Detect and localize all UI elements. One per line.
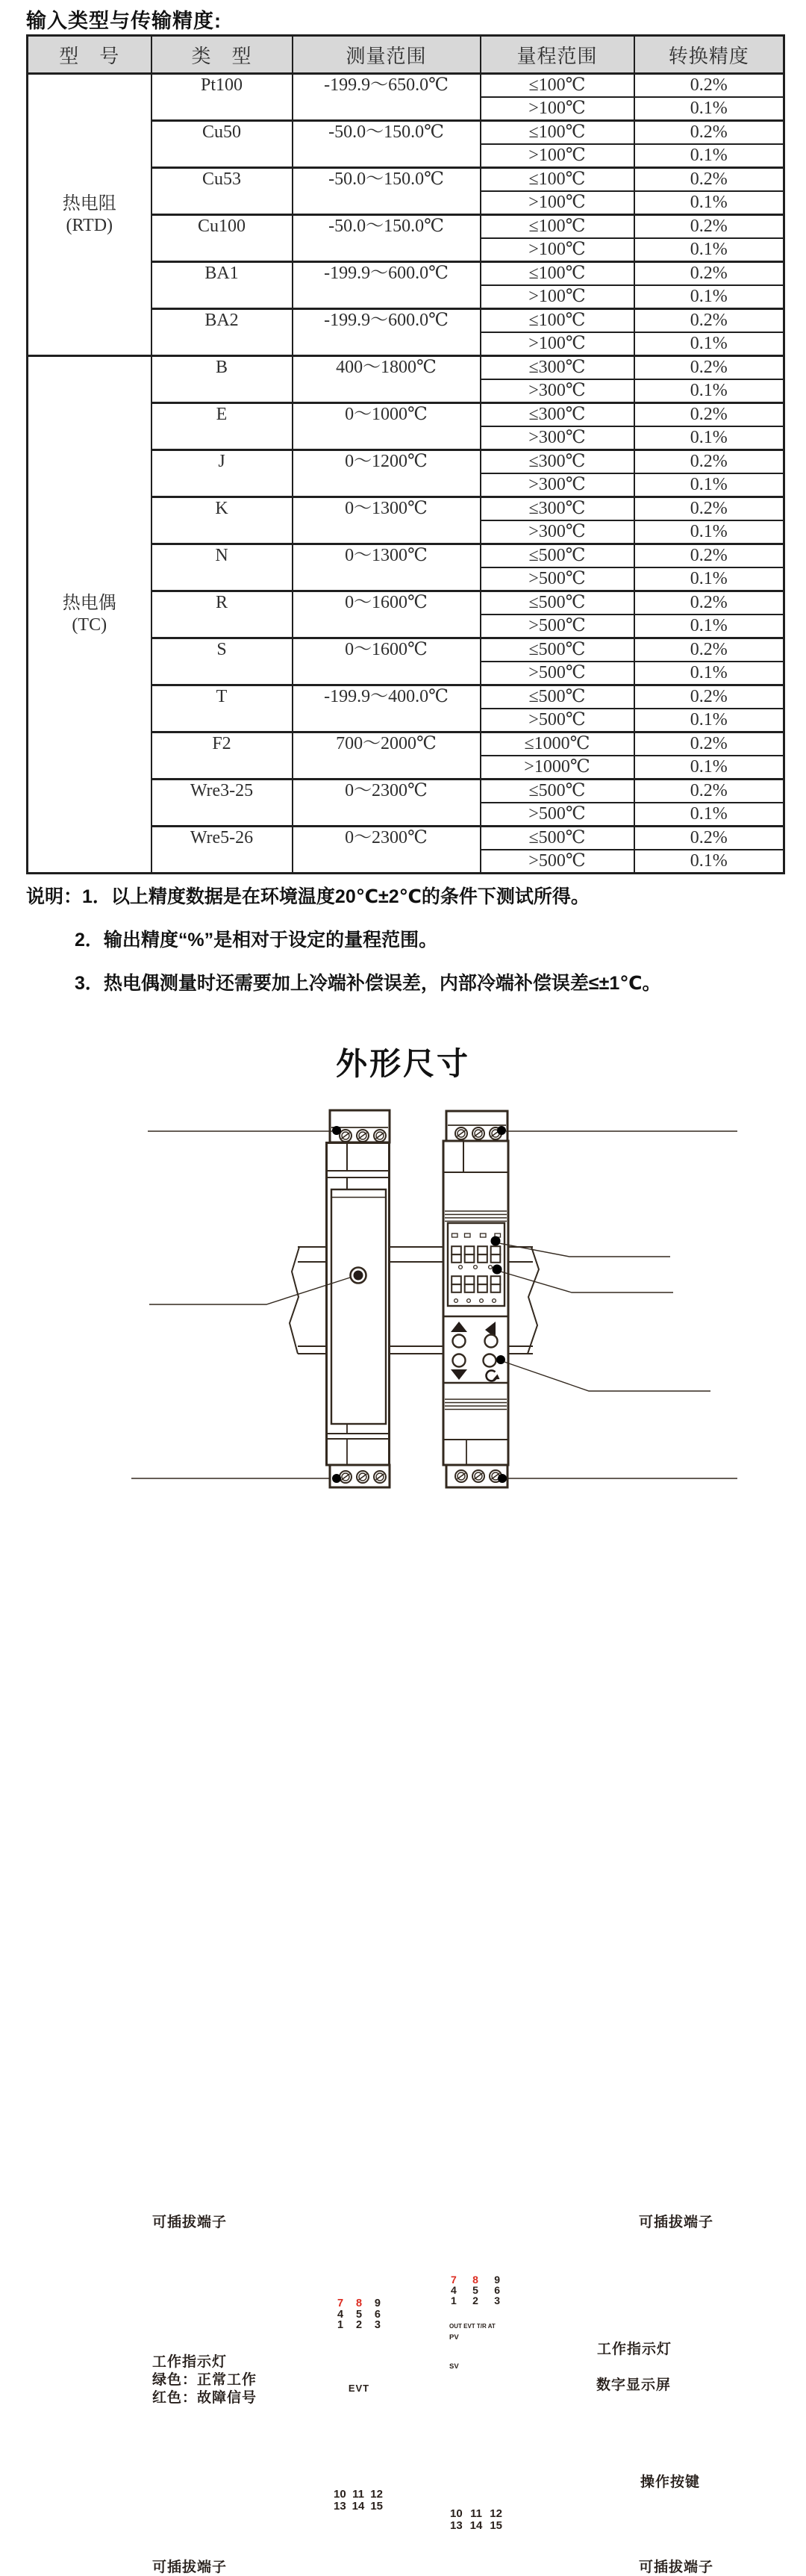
header-type: 类 型 — [151, 36, 293, 74]
note-text: 2．输出精度“%”是相对于设定的量程范围。 — [75, 930, 438, 951]
note-line — [26, 972, 661, 995]
label-work-indicator-left — [152, 2353, 257, 2407]
accuracy-cell: 0.2% — [634, 403, 784, 427]
notes-label: 说明： — [26, 886, 83, 907]
span-cell: >300℃ — [481, 426, 634, 450]
spec-table-wrap — [26, 34, 785, 874]
model-line: 热电阻 — [62, 193, 116, 214]
right-device-bottom-pins — [450, 2508, 502, 2531]
section-title-dimensions: 外形尺寸 — [335, 1046, 470, 1081]
span-cell: >500℃ — [481, 567, 634, 591]
range-cell: -199.9～400.0℃ — [293, 685, 481, 732]
span-cell: >100℃ — [481, 238, 634, 262]
range-cell: 0～2300℃ — [293, 827, 481, 874]
accuracy-cell: 0.2% — [634, 215, 784, 239]
span-cell: ≤500℃ — [481, 591, 634, 615]
rail-break-right — [528, 1247, 539, 1354]
type-cell: BA1 — [151, 262, 293, 309]
range-cell: -199.9～600.0℃ — [293, 262, 481, 309]
table-row — [28, 356, 784, 380]
span-cell: >500℃ — [481, 615, 634, 638]
pin-number: 12 — [370, 2488, 383, 2501]
accuracy-cell: 0.2% — [634, 356, 784, 380]
type-cell: Wre3-25 — [151, 780, 293, 827]
label-pluggable-terminal-top-left: 可插拔端子 — [152, 2215, 228, 2230]
label-line: 红色：故障信号 — [152, 2390, 257, 2406]
span-cell: ≤100℃ — [481, 168, 634, 192]
type-cell: BA2 — [151, 309, 293, 356]
range-cell: 0～1300℃ — [293, 544, 481, 591]
pin-row — [337, 2309, 381, 2321]
leader-dot — [496, 1355, 505, 1364]
pin-number: 3 — [494, 2294, 500, 2306]
accuracy-cell: 0.1% — [634, 709, 784, 732]
label-digital-display: 数字显示屏 — [596, 2377, 672, 2393]
span-cell: ≤100℃ — [481, 121, 634, 145]
accuracy-cell: 0.1% — [634, 144, 784, 168]
type-cell: R — [151, 591, 293, 638]
span-cell: >100℃ — [481, 332, 634, 356]
pin-number: 14 — [469, 2519, 483, 2532]
span-cell: >100℃ — [481, 285, 634, 309]
pin-number: 15 — [490, 2519, 502, 2532]
dimension-drawing — [0, 1098, 806, 1517]
evt-indicator-led — [354, 1271, 363, 1281]
accuracy-cell: 0.1% — [634, 379, 784, 403]
left-device — [327, 1110, 390, 1487]
accuracy-cell: 0.1% — [634, 191, 784, 215]
pin-number: 10 — [334, 2488, 346, 2501]
span-cell: ≤500℃ — [481, 780, 634, 803]
pin-number: 6 — [374, 2308, 381, 2321]
leader-dot — [498, 1474, 507, 1483]
left-device-top-pins — [337, 2298, 381, 2331]
accuracy-cell: 0.1% — [634, 567, 784, 591]
rail-break-left — [290, 1247, 299, 1354]
range-cell: -199.9～600.0℃ — [293, 309, 481, 356]
note-line — [26, 929, 661, 951]
header-span: 量程范围 — [481, 36, 634, 74]
notes-block — [26, 886, 661, 1015]
pin-number: 1 — [337, 2319, 344, 2332]
leader-dot — [497, 1126, 506, 1135]
range-cell: 0～1200℃ — [293, 450, 481, 497]
range-cell: 0～1300℃ — [293, 497, 481, 544]
label-line: 绿色：正常工作 — [152, 2372, 257, 2388]
accuracy-cell: 0.2% — [634, 638, 784, 662]
accuracy-cell: 0.1% — [634, 473, 784, 497]
status-indicator-row: OUT EVT T/R AT — [449, 2323, 496, 2330]
range-cell: 0～1000℃ — [293, 403, 481, 450]
accuracy-cell: 0.1% — [634, 803, 784, 827]
leader-dot — [332, 1126, 341, 1135]
pin-number: 1 — [451, 2294, 457, 2306]
span-cell: ≤100℃ — [481, 309, 634, 333]
range-cell: 0～1600℃ — [293, 638, 481, 685]
pin-row — [450, 2520, 502, 2532]
accuracy-cell: 0.1% — [634, 426, 784, 450]
accuracy-cell: 0.2% — [634, 309, 784, 333]
accuracy-cell: 0.1% — [634, 850, 784, 874]
pin-row — [451, 2296, 500, 2306]
table-header-row — [28, 36, 784, 74]
pin-number: 12 — [490, 2507, 502, 2520]
accuracy-cell: 0.1% — [634, 285, 784, 309]
work-indicator-led — [491, 1236, 501, 1246]
range-cell: 700～2000℃ — [293, 732, 481, 780]
label-pluggable-terminal-bottom-left: 可插拔端子 — [152, 2560, 228, 2575]
span-cell: >500℃ — [481, 803, 634, 827]
type-cell: T — [151, 685, 293, 732]
range-cell: 400～1800℃ — [293, 356, 481, 403]
accuracy-cell: 0.2% — [634, 685, 784, 709]
span-cell: ≤100℃ — [481, 262, 634, 286]
model-cell — [28, 356, 151, 874]
note-text: 1．以上精度数据是在环境温度20℃±2℃的条件下测试所得。 — [82, 886, 590, 907]
pin-number: 8 — [472, 2274, 478, 2286]
accuracy-cell: 0.2% — [634, 827, 784, 850]
span-cell: >500℃ — [481, 662, 634, 685]
left-front-panel — [331, 1189, 386, 1424]
spec-table-body — [28, 74, 784, 874]
set-button — [484, 1354, 496, 1367]
accuracy-cell: 0.1% — [634, 662, 784, 685]
table-row — [28, 74, 784, 98]
type-cell: S — [151, 638, 293, 685]
label-pluggable-terminal-bottom-right: 可插拔端子 — [639, 2560, 714, 2575]
type-cell: Cu53 — [151, 168, 293, 215]
span-cell: ≤500℃ — [481, 827, 634, 850]
accuracy-cell: 0.2% — [634, 780, 784, 803]
leader-dot — [332, 1474, 341, 1483]
accuracy-cell: 0.1% — [634, 756, 784, 780]
span-cell: >100℃ — [481, 191, 634, 215]
pin-number: 10 — [450, 2507, 463, 2520]
type-cell: N — [151, 544, 293, 591]
pin-number: 13 — [334, 2499, 346, 2513]
range-cell: -199.9～650.0℃ — [293, 74, 481, 121]
pin-row — [337, 2298, 381, 2309]
display-leader-dot — [493, 1265, 502, 1275]
pin-number: 2 — [472, 2294, 478, 2306]
pin-number: 5 — [355, 2308, 363, 2321]
note-line — [26, 886, 661, 908]
range-cell: -50.0～150.0℃ — [293, 168, 481, 215]
right-device-top-pins — [451, 2275, 500, 2306]
range-cell: 0～1600℃ — [293, 591, 481, 638]
pin-number: 6 — [494, 2283, 500, 2296]
accuracy-cell: 0.2% — [634, 121, 784, 145]
header-accuracy: 转换精度 — [634, 36, 784, 74]
span-cell: ≤500℃ — [481, 638, 634, 662]
pin-row — [450, 2508, 502, 2520]
pin-number: 4 — [451, 2283, 457, 2296]
span-cell: ≤300℃ — [481, 356, 634, 380]
span-cell: ≤500℃ — [481, 685, 634, 709]
span-cell: >300℃ — [481, 379, 634, 403]
type-cell: E — [151, 403, 293, 450]
span-cell: >100℃ — [481, 144, 634, 168]
accuracy-cell: 0.2% — [634, 168, 784, 192]
pin-number: 5 — [472, 2283, 478, 2296]
pin-number: 9 — [494, 2274, 500, 2286]
accuracy-cell: 0.2% — [634, 497, 784, 521]
span-cell: ≤100℃ — [481, 215, 634, 239]
model-line: (RTD) — [66, 215, 113, 235]
label-work-indicator-right: 工作指示灯 — [597, 2342, 672, 2357]
accuracy-cell: 0.2% — [634, 262, 784, 286]
pin-number: 13 — [450, 2519, 463, 2532]
header-range: 测量范围 — [293, 36, 481, 74]
sv-label: SV — [449, 2362, 459, 2371]
model-line: (TC) — [72, 615, 107, 635]
span-cell: ≤1000℃ — [481, 732, 634, 756]
type-cell: Wre5-26 — [151, 827, 293, 874]
leader-lines — [131, 1131, 737, 1478]
accuracy-cell: 0.2% — [634, 732, 784, 756]
pv-label: PV — [449, 2333, 459, 2342]
label-operation-buttons: 操作按键 — [640, 2474, 701, 2490]
right-device — [443, 1111, 508, 1487]
header-model: 型 号 — [28, 36, 151, 74]
type-cell: B — [151, 356, 293, 403]
type-cell: F2 — [151, 732, 293, 780]
span-cell: ≤300℃ — [481, 450, 634, 474]
pin-row — [334, 2501, 383, 2513]
pin-number: 7 — [451, 2274, 457, 2286]
pin-row — [334, 2489, 383, 2501]
type-cell: Cu50 — [151, 121, 293, 168]
evt-label: EVT — [348, 2383, 370, 2394]
accuracy-cell: 0.1% — [634, 615, 784, 638]
accuracy-cell: 0.2% — [634, 450, 784, 474]
accuracy-cell: 0.2% — [634, 74, 784, 98]
label-pluggable-terminal-top-right: 可插拔端子 — [639, 2215, 714, 2230]
pin-number: 11 — [470, 2507, 482, 2520]
outline-dimensions-diagram — [0, 1098, 806, 2575]
type-cell: Pt100 — [151, 74, 293, 121]
pin-number: 7 — [337, 2297, 344, 2309]
up-button — [453, 1335, 466, 1348]
type-cell: J — [151, 450, 293, 497]
accuracy-cell: 0.1% — [634, 97, 784, 121]
span-cell: ≤300℃ — [481, 403, 634, 427]
accuracy-cell: 0.1% — [634, 332, 784, 356]
accuracy-cell: 0.1% — [634, 238, 784, 262]
pin-number: 9 — [374, 2297, 381, 2309]
accuracy-cell: 0.1% — [634, 520, 784, 544]
left-device-bottom-pins — [334, 2489, 383, 2512]
span-cell: ≤100℃ — [481, 74, 634, 98]
span-cell: >1000℃ — [481, 756, 634, 780]
pin-row — [337, 2320, 381, 2331]
type-cell: Cu100 — [151, 215, 293, 262]
model-line: 热电偶 — [62, 594, 116, 613]
span-cell: >300℃ — [481, 473, 634, 497]
span-cell: ≤300℃ — [481, 497, 634, 521]
range-cell: -50.0～150.0℃ — [293, 215, 481, 262]
pin-number: 4 — [337, 2308, 344, 2321]
range-cell: -50.0～150.0℃ — [293, 121, 481, 168]
range-cell: 0～2300℃ — [293, 780, 481, 827]
accuracy-cell: 0.2% — [634, 591, 784, 615]
pin-number: 14 — [352, 2499, 365, 2513]
model-cell — [28, 74, 151, 356]
span-cell: >100℃ — [481, 97, 634, 121]
pin-number: 8 — [355, 2297, 363, 2309]
accuracy-cell: 0.2% — [634, 544, 784, 568]
label-line: 工作指示灯 — [152, 2354, 228, 2370]
pin-number: 15 — [370, 2499, 383, 2513]
shift-button — [485, 1335, 498, 1348]
page-title: 输入类型与传输精度: — [26, 10, 222, 32]
pin-number: 3 — [374, 2319, 381, 2332]
note-text: 3．热电偶测量时还需要加上冷端补偿误差，内部冷端补偿误差≤±1℃。 — [75, 973, 661, 994]
span-cell: ≤500℃ — [481, 544, 634, 568]
span-cell: >300℃ — [481, 520, 634, 544]
span-cell: >500℃ — [481, 709, 634, 732]
pin-number: 2 — [355, 2319, 363, 2332]
span-cell: >500℃ — [481, 850, 634, 874]
down-button — [453, 1354, 466, 1367]
type-cell: K — [151, 497, 293, 544]
spec-table — [26, 34, 785, 874]
pin-number: 11 — [352, 2488, 364, 2501]
